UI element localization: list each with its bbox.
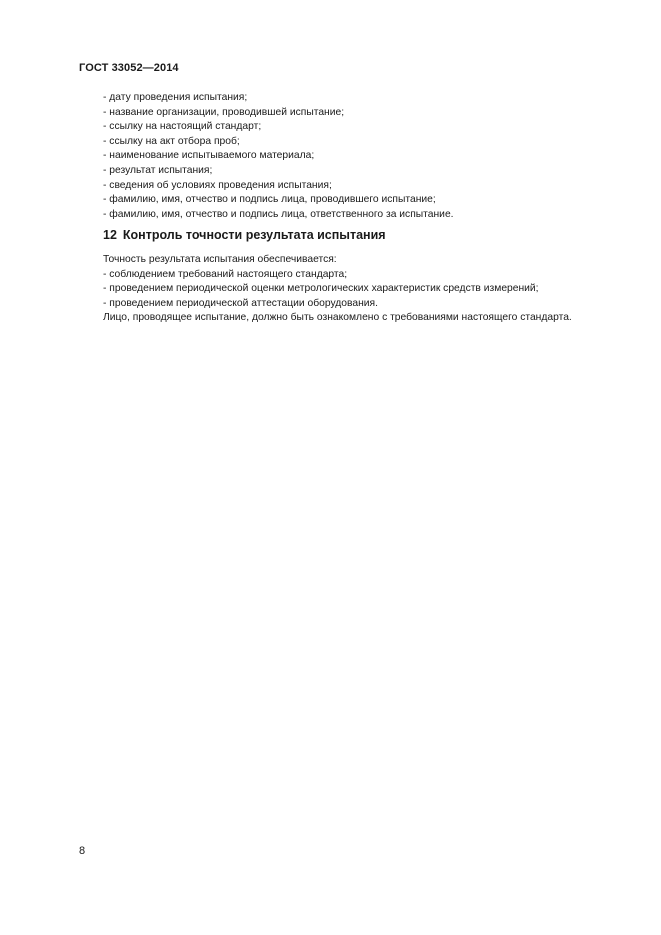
paragraph-line: Точность результата испытания обеспечивается:	[103, 254, 337, 265]
section-title: Контроль точности результата испытания	[122, 228, 386, 242]
paragraph-line: - проведением периодической аттестации оборудования.	[103, 297, 378, 309]
section-12-heading	[103, 228, 386, 242]
paragraph-line: Лицо, проводящее испытание, должно быть ознакомлено с требованиями настоящего стандарта.	[103, 312, 572, 324]
list-item: - наименование испытываемого материала;	[103, 150, 315, 162]
list-item: - ссылку на акт отбора проб;	[103, 135, 240, 147]
list-item: - фамилию, имя, отчество и подпись лица, ответственного за испытание.	[103, 208, 454, 220]
page-number: 8	[79, 845, 86, 857]
section-12-body	[103, 253, 572, 326]
list-item: - дату проведения испытания;	[103, 92, 248, 103]
list-item: - сведения об условиях проведения испытания;	[103, 179, 332, 191]
section-number: 12	[103, 228, 117, 242]
list-item: - результат испытания;	[103, 164, 213, 176]
list-item: - ссылку на настоящий стандарт;	[103, 121, 262, 133]
paragraph-line: - проведением периодической оценки метрологических характеристик средств измерений;	[103, 283, 539, 295]
paragraph-line: - соблюдением требований настоящего стандарта;	[103, 268, 348, 280]
list-item: - название организации, проводившей испытание;	[103, 106, 345, 118]
report-contents-list	[103, 91, 454, 222]
list-item: - фамилию, имя, отчество и подпись лица, проводившего испытание;	[103, 194, 436, 206]
document-code: ГОСТ 33052—2014	[79, 62, 179, 74]
